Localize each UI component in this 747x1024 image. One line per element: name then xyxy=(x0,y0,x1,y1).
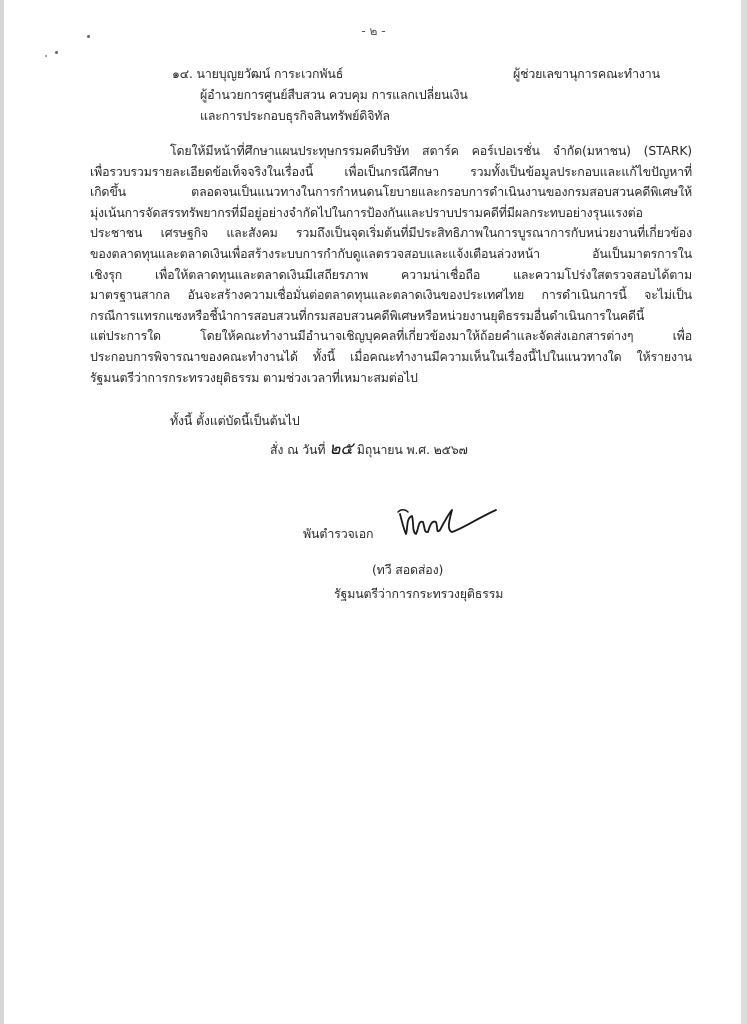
member-role: ผู้ช่วยเลขานุการคณะทำงาน xyxy=(513,66,660,81)
order-date xyxy=(270,441,468,458)
paragraph-line: ประชาชน เศรษฐกิจ และสังคม รวมถึงเป็นจุดเริ่มต้นที่มีประสิทธิภาพในการบูรณาการกับหน่วยงานที่เกี่ยวข้อง xyxy=(90,225,692,241)
member-position-line: และการประกอบธุรกิจสินทรัพย์ดิจิทัล xyxy=(200,108,390,123)
body-paragraph xyxy=(90,141,692,388)
scan-speck xyxy=(55,51,58,54)
order-date-prefix: สั่ง ณ วันที่ xyxy=(270,442,326,457)
signature-icon xyxy=(392,500,502,542)
paragraph-line: โดยให้มีหน้าที่ศึกษาแผนประทุษกรรมคดีบริษัท สตาร์ค คอร์เปอเรชั่น จำกัด(มหาชน) (STARK) xyxy=(170,143,692,158)
effective-clause: ทั้งนี้ ตั้งแต่บัดนี้เป็นต้นไป xyxy=(170,413,300,428)
signatory-name: (ทวี สอดส่อง) xyxy=(372,562,444,577)
paragraph-line: รัฐมนตรีว่าการกระทรวงยุติธรรม ตามช่วงเวลาที่เหมาะสมต่อไป xyxy=(90,369,418,385)
signatory-title: รัฐมนตรีว่าการกระทรวงยุติธรรม xyxy=(334,586,504,601)
paragraph-line: เพื่อรวบรวมรายละเอียดข้อเท็จจริงในเรื่องนี้ เพื่อเป็นกรณีศึกษา รวมทั้งเป็นข้อมูลประกอบและแก้ไขปัญหาที่ xyxy=(90,163,692,179)
scan-edge-right xyxy=(741,0,747,1024)
scan-edge-left xyxy=(0,0,4,1024)
member-position-line: ผู้อำนวยการศูนย์สืบสวน ควบคุม การแลกเปลี่ยนเงิน xyxy=(200,87,468,102)
paragraph-line: เชิงรุก เพื่อให้ตลาดทุนและตลาดเงินมีเสถียรภาพ ความน่าเชื่อถือ และความโปร่งใสตรวจสอบได้ตาม xyxy=(90,266,692,282)
member-name: ๑๔. นายบุญยวัฒน์ การะเวกพันธ์ xyxy=(172,66,344,81)
paragraph-line: ประกอบการพิจารณาของคณะทำงานได้ ทั้งนี้ เมื่อคณะทำงานมีความเห็นในเรื่องนี้ไปในแนวทางใด ให้รายงาน xyxy=(90,348,692,364)
paragraph-line: มุ่งเน้นการจัดสรรทรัพยากรที่มีอยู่อย่างจำกัดไปในการป้องกันและปราบปรามคดีที่มีผลกระทบอย่างรุนแรงต่อ xyxy=(90,204,643,220)
scan-speck xyxy=(45,55,47,57)
paragraph-line: เกิดขึ้น ตลอดจนเป็นแนวทางในการกำหนดนโยบายและกรอบการดำเนินงานของกรมสอบสวนคดีพิเศษให้ xyxy=(90,184,692,200)
paragraph-line: กรณีการแทรกแซงหรือชี้นำการสอบสวนที่กรมสอบสวนคดีพิเศษหรือหน่วยงานยุติธรรมอื่นดำเนินการในคดีนี้ xyxy=(90,307,645,323)
page-number: - ๒ - xyxy=(361,24,386,38)
paragraph-line: แต่ประการใด โดยให้คณะทำงานมีอำนาจเชิญบุคคลที่เกี่ยวข้องมาให้ถ้อยคำและจัดส่งเอกสารต่างๆ เพื่อ xyxy=(90,328,692,344)
order-date-month-year: มิถุนายน พ.ศ. ๒๕๖๗ xyxy=(356,442,468,457)
paragraph-line: ของตลาดทุนและตลาดเงินเพื่อสร้างระบบการกำกับดูแลตรวจสอบและแจ้งเตือนล่วงหน้า อันเป็นมาตรการใน xyxy=(90,245,692,261)
paragraph-line: มาตรฐานสากล อันจะสร้างความเชื่อมั่นต่อตลาดทุนและตลาดเงินของประเทศไทย การดำเนินการนี้ จะไม่เป็น xyxy=(90,287,692,303)
handwritten-day: ๒๕ xyxy=(329,439,353,459)
signatory-rank: พันตำรวจเอก xyxy=(303,526,374,541)
